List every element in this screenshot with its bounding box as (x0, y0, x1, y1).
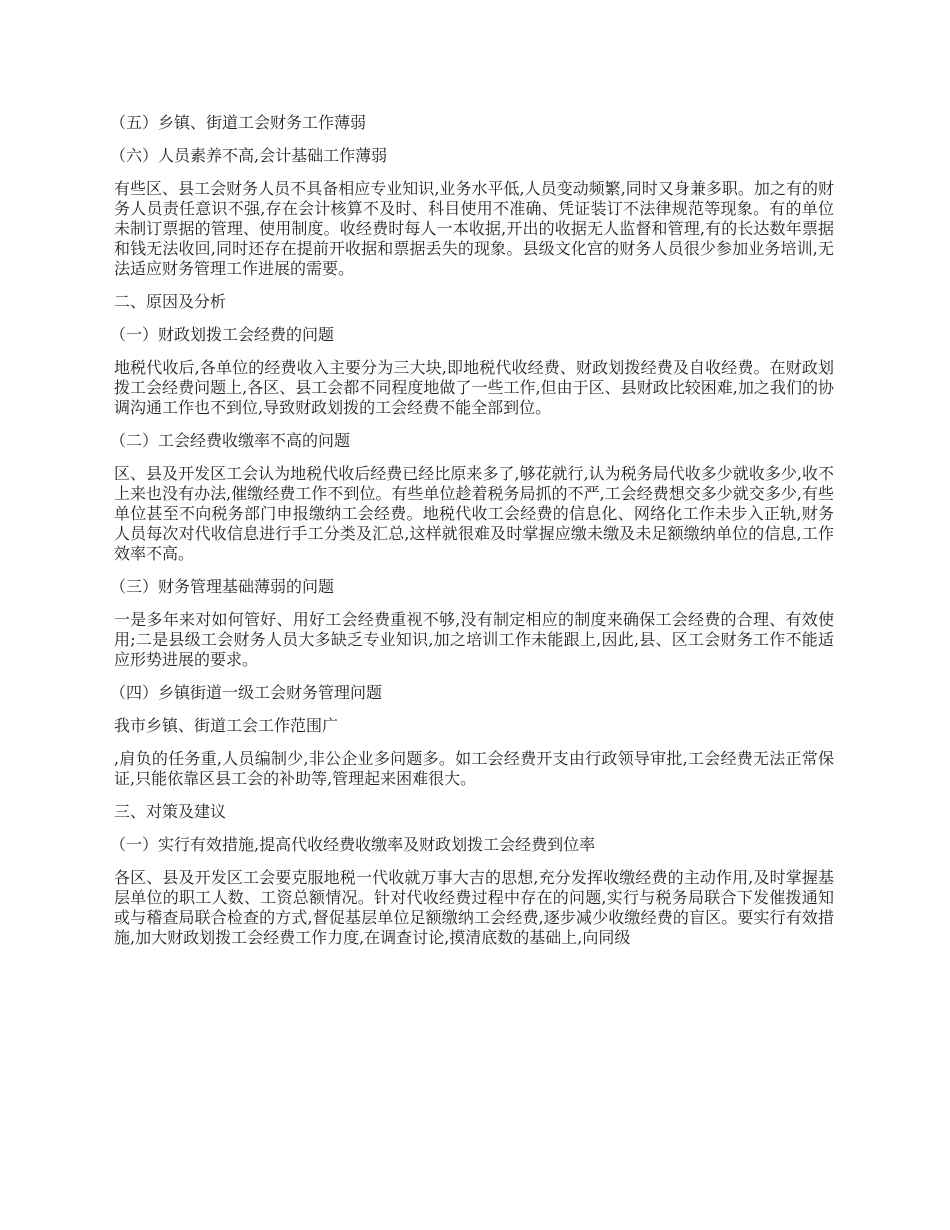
section-heading-1: （一）财政划拨工会经费的问题 (110, 325, 335, 344)
body-paragraph: 各区、县及开发区工会要克服地税一代收就万事大吉的思想,充分发挥收缴经费的主动作用,及时掌握基层单位的职工人数、工资总额情况。针对代收经费过程中存在的问题,实行与税务局联合下发催拨通知或与稽查局联合检查的方式,督促基层单位足额缴纳工会经费,逐步减少收缴经费的盲区。要实行有效措施,加大财政划拨工会经费工作力度,在调查讨论,摸清底数的基础上,向同级 (114, 868, 834, 947)
section-heading-6: （六）人员素养不高,会计基础工作薄弱 (110, 146, 388, 165)
body-paragraph: 有些区、县工会财务人员不具备相应专业知识,业务水平低,人员变动频繁,同时又身兼多职。加之有的财务人员责任意识不强,存在会计核算不及时、科目使用不准确、凭证装订不法律规范等现象。有的单位未制订票据的管理、使用制度。收经费时每人一本收据,开出的收据无人监督和管理,有的长达数年票据和钱无法收回,同时还存在提前开收据和票据丢失的现象。县级文化宫的财务人员很少参加业务培训,无法适应财务管理工作进展的需要。 (114, 179, 834, 278)
body-paragraph: 一是多年来对如何管好、用好工会经费重视不够,没有制定相应的制度来确保工会经费的合理、有效使用;二是县级工会财务人员大多缺乏专业知识,加之培训工作未能跟上,因此,县、区工会财务工作不能适应形势进展的要求。 (114, 610, 834, 669)
section-heading-2: （二）工会经费收缴率不高的问题 (110, 431, 351, 450)
body-paragraph: 地税代收后,各单位的经费收入主要分为三大块,即地税代收经费、财政划拨经费及自收经费。在财政划拨工会经费问题上,各区、县工会都不同程度地做了一些工作,但由于区、县财政比较困难,加之我们的协调沟通工作也不到位,导致财政划拨的工会经费不能全部到位。 (114, 358, 834, 417)
section-heading-1-measures: （一）实行有效措施,提高代收经费收缴率及财政划拨工会经费到位率 (110, 835, 596, 854)
body-paragraph: 我市乡镇、街道工会工作范围广 (114, 716, 339, 735)
body-paragraph: ,肩负的任务重,人员编制少,非公企业多问题多。如工会经费开支由行政领导审批,工会经费无法正常保证,只能依靠区县工会的补助等,管理起来困难很大。 (114, 749, 834, 788)
section-heading-4: （四）乡镇街道一级工会财务管理问题 (110, 683, 383, 702)
section-heading-3: （三）财务管理基础薄弱的问题 (110, 577, 335, 596)
body-paragraph: 区、县及开发区工会认为地税代收后经费已经比原来多了,够花就行,认为税务局代收多少就收多少,收不上来也没有办法,催缴经费工作不到位。有些单位趁着税务局抓的不严,工会经费想交多少就交多少,有些单位甚至不向税务部门申报缴纳工会经费。地税代收工会经费的信息化、网络化工作未步入正轨,财务人员每次对代收信息进行手工分类及汇总,这样就很难及时掌握应缴未缴及未足额缴纳单位的信息,工作效率不高。 (114, 464, 834, 563)
chapter-heading-3: 三、对策及建议 (114, 802, 227, 821)
chapter-heading-2: 二、原因及分析 (114, 292, 227, 311)
document-body (110, 113, 834, 961)
section-heading-5: （五）乡镇、街道工会财务工作薄弱 (110, 113, 367, 132)
